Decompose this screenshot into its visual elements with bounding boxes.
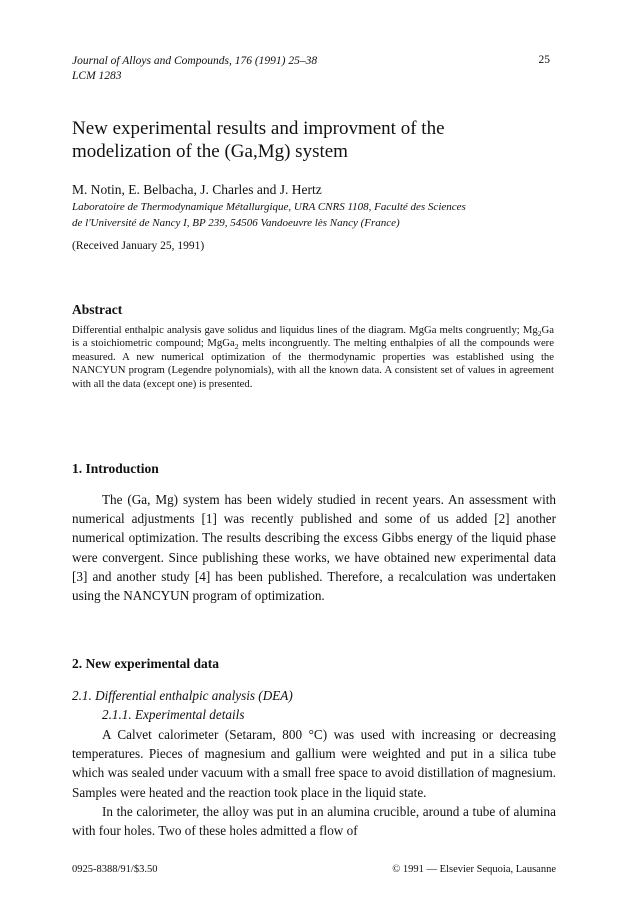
received-date: (Received January 25, 1991) [72, 240, 205, 252]
authors: M. Notin, E. Belbacha, J. Charles and J. Hertz [72, 182, 322, 197]
subsection-heading: 2.1. Differential enthalpic analysis (DEA) [72, 688, 293, 703]
subscript: 2 [537, 329, 542, 339]
affiliation-line-2: de l'Université de Nancy I, BP 239, 54506 Vandoeuvre lès Nancy (France) [72, 217, 400, 229]
subsubsection-heading: 2.1.1. Experimental details [102, 707, 245, 722]
introduction-body [72, 490, 556, 605]
affiliation [72, 199, 556, 231]
introduction-paragraph: The (Ga, Mg) system has been widely studied in recent years. An assessment with numerical adjustments [1] was recently published and some of us added [2] another numerical optimization. The results describing the excess Gibbs energy of the liquid phase were convergent. Since publishing these works, we have obtained new experimental data [3] and another study [4] has been published. Therefore, a recalculation was undertaken using the NANCYUN program of optimization. [72, 492, 556, 604]
manuscript-code: LCM 1283 [72, 70, 122, 82]
experimental-body [72, 725, 556, 840]
abstract-part-3: melts incongruently. The melting enthalpies of all the compounds were measured. A new numerical optimization of the thermodynamic properties was established using the NANCYUN program (Legendre polynomials), with all the known data. A consistent set of values in agreement with all the data (except one) is presented. [72, 337, 554, 390]
article-title [72, 117, 552, 163]
subscript: 2 [234, 342, 239, 352]
abstract-text [72, 324, 554, 391]
journal-citation: Journal of Alloys and Compounds, 176 (1991) 25–38 [72, 55, 318, 67]
title-line-1: New experimental results and improvment of the [72, 118, 445, 139]
experimental-paragraph-2: In the calorimeter, the alloy was put in an alumina crucible, around a tube of alumina with four holes. Two of these holes admitted a flow of [72, 803, 556, 839]
experimental-paragraph-1: A Calvet calorimeter (Setaram, 800 °C) was used with increasing or decreasing temperatures. Pieces of magnesium and gallium were weighted and put in a silica tube which was sealed under vacuum with a small free space to avoid distillation of magnesium. Samples were heated and the reaction took place in the liquid state. [72, 727, 556, 800]
page-number: 25 [538, 54, 550, 66]
title-line-2: modelization of the (Ga,Mg) system [72, 141, 348, 162]
affiliation-line-1: Laboratoire de Thermodynamique Métallurgique, URA CNRS 1108, Faculté des Sciences [72, 201, 466, 213]
abstract-heading: Abstract [72, 302, 123, 317]
footer-issn: 0925-8388/91/$3.50 [72, 864, 158, 875]
abstract-part-1: Differential enthalpic analysis gave solidus and liquidus lines of the diagram. MgGa melts congruently; Mg [72, 324, 538, 336]
footer-copyright: © 1991 — Elsevier Sequoia, Lausanne [392, 864, 556, 875]
introduction-heading: 1. Introduction [72, 461, 159, 476]
experimental-heading: 2. New experimental data [72, 656, 219, 671]
abstract-part-2: Ga is a stoichiometric compound; MgGa [72, 324, 554, 350]
journal-header [72, 54, 472, 84]
